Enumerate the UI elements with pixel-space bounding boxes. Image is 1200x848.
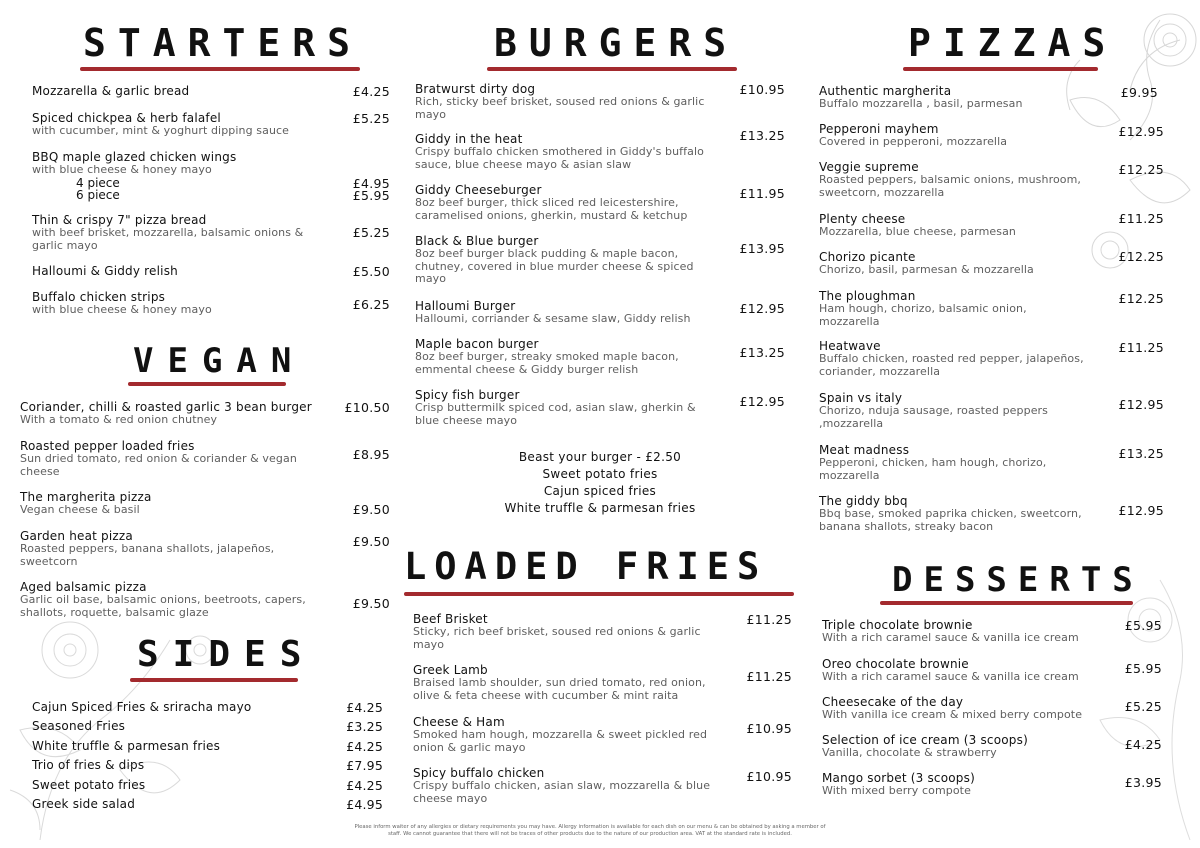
- menu-item: Heatwave Buffalo chicken, roasted red pepper, jalapeños, coriander, mozzarella £11.25: [819, 339, 1164, 378]
- menu-item: The ploughman Ham hough, chorizo, balsamic onion, mozzarella £12.25: [819, 289, 1164, 328]
- menu-item: Oreo chocolate brownie With a rich caramel sauce & vanilla ice cream £5.95: [822, 657, 1162, 683]
- sides-heading: SIDES: [137, 634, 316, 675]
- menu-item: Selection of ice cream (3 scoops) Vanilla, chocolate & strawberry £4.25: [822, 733, 1162, 759]
- menu-item: Halloumi & Giddy relish £5.50: [32, 264, 390, 279]
- menu-item: Roasted pepper loaded fries Sun dried tomato, red onion & coriander & vegan cheese £8.95: [20, 439, 390, 478]
- menu-item: Pepperoni mayhem Covered in pepperoni, mozzarella £12.95: [819, 122, 1164, 148]
- menu-item: The margherita pizza Vegan cheese & basil £9.50: [20, 490, 390, 517]
- burger-extras: [470, 449, 730, 517]
- menu-item: Greek Lamb Braised lamb shoulder, sun dried tomato, red onion, olive & feta cheese with cucumber & mint raita £11.25: [413, 663, 792, 702]
- menu-item: Authentic margherita Buffalo mozzarella , basil, parmesan £9.95: [819, 84, 1158, 110]
- extra-line: White truffle & parmesan fries: [504, 501, 696, 515]
- menu-item: Aged balsamic pizza Garlic oil base, balsamic onions, beetroots, capers, shallots, roquette, balsamic glaze £9.50: [20, 580, 390, 619]
- desserts-rule: [880, 601, 1133, 605]
- loaded-fries-list: [413, 612, 792, 806]
- side-item: Sweet potato fries £4.25: [32, 777, 383, 793]
- sides-rule: [130, 678, 298, 682]
- extra-line: Sweet potato fries: [542, 467, 658, 481]
- menu-item: Spicy fish burger Crisp buttermilk spiced cod, asian slaw, gherkin & blue cheese mayo £12.95: [415, 388, 785, 427]
- allergy-notice: Please inform waiter of any allergies or dietary requirements you may have. Allergy information is available for each dish on our menu & can be obtained by asking a member of staff. We cannot guarantee that there will not be traces of other products due to the nature of our production area. VAT at the standard rate is included.: [354, 824, 826, 837]
- menu-item: Spain vs italy Chorizo, nduja sausage, roasted peppers ,mozzarella £12.95: [819, 391, 1164, 430]
- menu-item: Coriander, chilli & roasted garlic 3 bean burger With a tomato & red onion chutney £10.50: [20, 400, 390, 426]
- menu-item: Triple chocolate brownie With a rich caramel sauce & vanilla ice cream £5.95: [822, 618, 1162, 644]
- pizzas-list: [819, 84, 1164, 534]
- loaded-fries-rule: [404, 592, 794, 596]
- menu-item: Chorizo picante Chorizo, basil, parmesan & mozzarella £12.25: [819, 249, 1164, 276]
- extra-line: Cajun spiced fries: [543, 484, 657, 498]
- side-item: Greek side salad £4.95: [32, 796, 383, 812]
- pizzas-heading: PIZZAS: [908, 21, 1118, 65]
- menu-item: Maple bacon burger 8oz beef burger, streaky smoked maple bacon, emmental cheese & Giddy burger relish £13.25: [415, 337, 785, 376]
- menu-item: Black & Blue burger 8oz beef burger black pudding & maple bacon, chutney, covered in blue murder cheese & spiced mayo £13.95: [415, 234, 785, 285]
- desserts-list: [822, 618, 1162, 809]
- menu-item: Giddy in the heat Crispy buffalo chicken smothered in Giddy's buffalo sauce, blue cheese mayo & asian slaw £13.25: [415, 128, 785, 171]
- side-item: Trio of fries & dips £7.95: [32, 758, 383, 774]
- menu-item: Spiced chickpea & herb falafel with cucumber, mint & yoghurt dipping sauce £5.25: [32, 111, 390, 137]
- menu-item: Mango sorbet (3 scoops) With mixed berry compote £3.95: [822, 771, 1162, 797]
- menu-item: Garden heat pizza Roasted peppers, banana shallots, jalapeños, sweetcorn £9.50: [20, 529, 390, 568]
- menu-item: The giddy bbq Bbq base, smoked paprika chicken, sweetcorn, banana shallots, streaky bacon £12.95: [819, 494, 1164, 533]
- pizzas-rule: [903, 67, 1098, 71]
- starters-rule: [80, 67, 360, 71]
- menu-item: Veggie supreme Roasted peppers, balsamic onions, mushroom, sweetcorn, mozzarella £12.25: [819, 160, 1164, 199]
- side-item: White truffle & parmesan fries £4.25: [32, 738, 383, 754]
- menu-item: Beef Brisket Sticky, rich beef brisket, soused red onions & garlic mayo £11.25: [413, 612, 792, 651]
- menu-item: Cheese & Ham Smoked ham hough, mozzarella & sweet pickled red onion & garlic mayo £10.95: [413, 715, 792, 754]
- menu-item: Spicy buffalo chicken Crispy buffalo chicken, asian slaw, mozzarella & blue cheese mayo £10.95: [413, 766, 792, 805]
- starters-list: [32, 84, 390, 328]
- burgers-rule: [487, 67, 737, 71]
- vegan-rule: [128, 382, 286, 386]
- menu-item: Mozzarella & garlic bread £4.25: [32, 84, 390, 99]
- menu-item: Thin & crispy 7" pizza bread with beef brisket, mozzarella, balsamic onions & garlic mayo £5.25: [32, 213, 390, 252]
- menu-item: Halloumi Burger Halloumi, corriander & sesame slaw, Giddy relish £12.95: [415, 299, 785, 325]
- sides-list: [32, 698, 383, 814]
- loaded-fries-heading: LOADED FRIES: [404, 545, 768, 588]
- menu-item: Meat madness Pepperoni, chicken, ham hough, chorizo, mozzarella £13.25: [819, 443, 1164, 482]
- menu-item: Cheesecake of the day With vanilla ice cream & mixed berry compote £5.25: [822, 695, 1162, 721]
- menu-item: Plenty cheese Mozzarella, blue cheese, parmesan £11.25: [819, 211, 1164, 238]
- menu-item: Bratwurst dirty dog Rich, sticky beef brisket, soused red onions & garlic mayo £10.95: [415, 82, 785, 121]
- burgers-heading: BURGERS: [494, 21, 739, 65]
- starters-heading: STARTERS: [83, 21, 363, 65]
- menu-item: Giddy Cheeseburger 8oz beef burger, thick sliced red leicestershire, caramelised onions, gherkin, mustard & ketchup £11.95: [415, 183, 785, 222]
- menu-item: BBQ maple glazed chicken wings with blue cheese & honey mayo 4 piece 6 piece £4.95 £5.95: [32, 150, 390, 203]
- vegan-list: [20, 400, 390, 618]
- extra-line: Beast your burger - £2.50: [518, 450, 682, 464]
- burgers-list: [415, 82, 785, 438]
- menu-item: Buffalo chicken strips with blue cheese & honey mayo £6.25: [32, 290, 390, 316]
- vegan-heading: VEGAN: [133, 341, 306, 381]
- side-item: Cajun Spiced Fries & sriracha mayo £4.25: [32, 700, 383, 715]
- desserts-heading: DESSERTS: [892, 560, 1144, 600]
- side-item: Seasoned Fries £3.25: [32, 719, 383, 735]
